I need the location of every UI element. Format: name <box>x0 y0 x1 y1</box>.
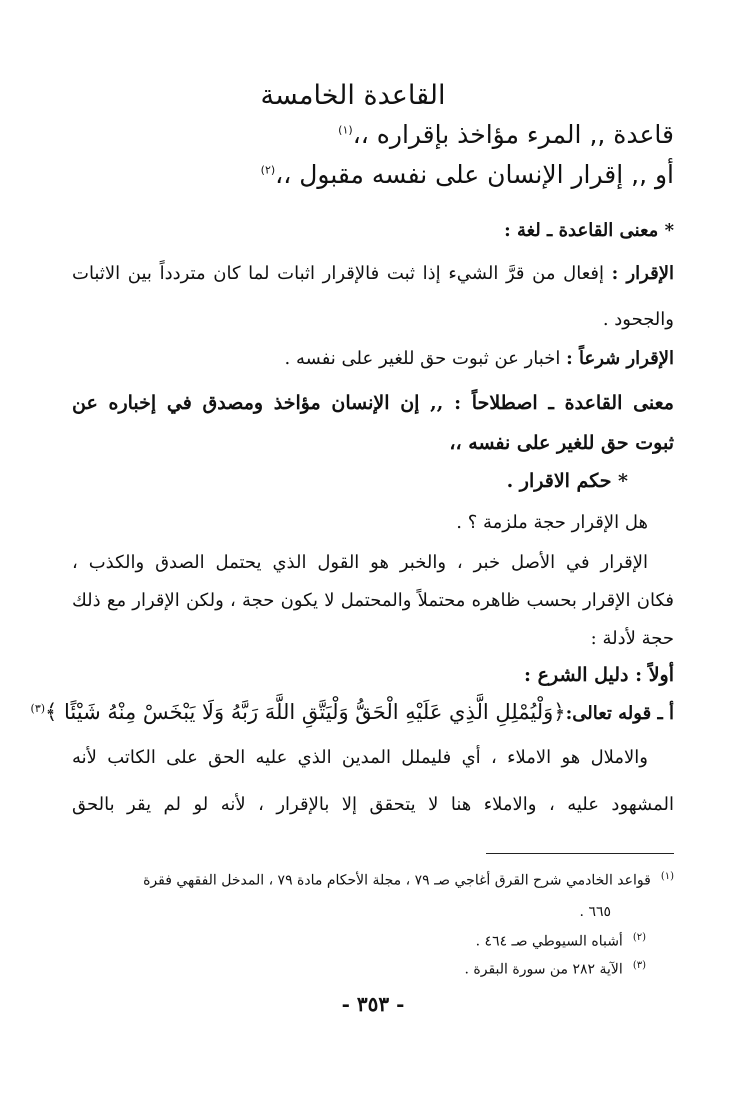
iqrar-lang-line2: والجحود . <box>602 309 674 330</box>
iqrar-shar-term: الإقرار شرعاً : <box>566 348 674 369</box>
footnote-1-text: قواعد الخادمي شرح القرق أغاجي صـ ٧٩ ، مجلة الأحكام مادة ٧٩ ، المدخل الفقهي فقرة <box>143 872 651 889</box>
footnote-3-text: الآية ٢٨٢ من سورة البقرة . <box>464 961 623 978</box>
footnote-1-num: (١) <box>660 871 674 882</box>
page-title: القاعدة الخامسة <box>260 80 446 111</box>
footnote-ref-2[interactable]: (٢) <box>260 163 276 177</box>
meaning-term-line1: معنى القاعدة ـ اصطلاحاً : ,, إن الإنسان مؤاخذ ومصدق في إخباره عن <box>72 392 674 414</box>
verse-prefix: أ ـ قوله تعالى: <box>565 703 674 724</box>
para2-line1: والاملال هو الاملاء ، أي فليملل المدين الذي عليه الحق على الكاتب لأنه <box>72 747 648 768</box>
rule-main-text: قاعدة ,, المرء مؤاخذ بإقراره ،، <box>352 120 674 149</box>
footnote-divider <box>486 853 674 854</box>
page-number: - ٣٥٣ - <box>341 992 405 1016</box>
heading-ruling: * حكم الاقرار . <box>506 470 628 492</box>
iqrar-shar <box>72 348 674 369</box>
footnote-2-num: (٢) <box>632 932 646 943</box>
footnote-3-num: (٣) <box>632 960 646 971</box>
para1-line1: الإقرار في الأصل خبر ، والخبر هو القول الذي يحتمل الصدق والكذب ، <box>72 552 648 573</box>
para1-line2: فكان الإقرار بحسب ظاهره محتملاً والمحتمل لا يكون حجة ، ولكن الإقرار مع ذلك <box>72 590 674 611</box>
iqrar-lang-term: الإقرار : <box>611 263 674 284</box>
meaning-term-line2: ثبوت حق للغير على نفسه ،، <box>449 432 674 454</box>
footnote-2-text: أشباه السيوطي صـ ٤٦٤ . <box>475 933 623 950</box>
rule-alt-text: أو ,, إقرار الإنسان على نفسه مقبول ،، <box>275 160 674 189</box>
rule-alt <box>72 160 674 189</box>
footnote-1-cont: ٦٦٥ . <box>579 904 611 920</box>
footnote-ref-1[interactable]: (١) <box>338 123 353 137</box>
question: هل الإقرار حجة ملزمة ؟ . <box>456 512 648 533</box>
footnote-1 <box>72 871 674 889</box>
heading-first-evidence: أولاً : دليل الشرع : <box>524 664 674 686</box>
iqrar-lang-line1 <box>72 263 674 284</box>
rule-main <box>72 120 674 149</box>
quran-verse: ﴿وَلْيُمْلِلِ الَّذِي عَلَيْهِ الْحَقُّ وَلْيَتَّقِ اللَّهَ رَبَّهُ وَلَا يَبْخَسْ مِنْهُ شَيْئًا ﴾ <box>45 700 566 724</box>
footnote-2 <box>72 932 646 950</box>
iqrar-lang-text: إفعال من قرَّ الشيء إذا ثبت فالإقرار اثبات لما كان متردداً بين الاثبات <box>72 263 604 284</box>
para2-line2: المشهود عليه ، والاملاء هنا لا يتحقق إلا بالإقرار ، لأنه لو لم يقر بالحق <box>72 794 674 815</box>
footnote-3 <box>72 960 646 978</box>
verse-line <box>30 700 674 724</box>
footnote-ref-3[interactable]: (٣) <box>30 702 46 715</box>
iqrar-shar-text: اخبار عن ثبوت حق للغير على نفسه . <box>284 348 561 369</box>
heading-meaning-lang: * معنى القاعدة ـ لغة : <box>504 220 674 241</box>
para1-line3: حجة لأدلة : <box>590 628 674 649</box>
